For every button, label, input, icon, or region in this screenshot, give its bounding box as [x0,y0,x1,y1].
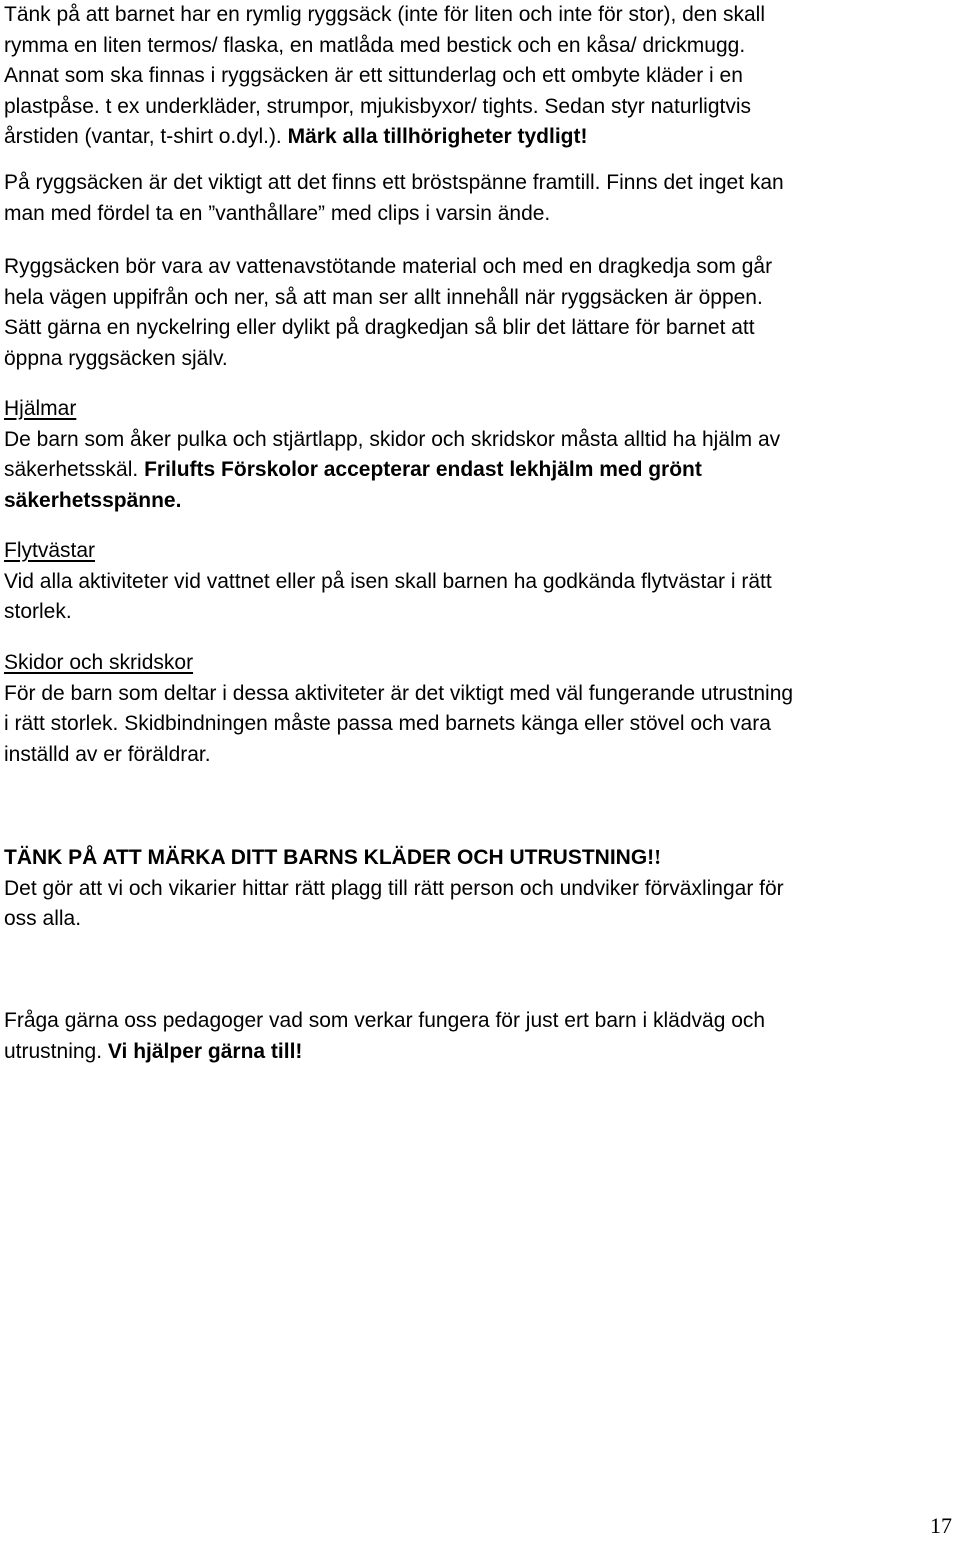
life-vests-section [4,536,956,628]
text-line: plastpåse. t ex underkläder, strumpor, mjukisbyxor/ tights. Sedan styr naturligtvis [4,94,752,118]
text-line [4,1037,956,1068]
text-line: Annat som ska finnas i ryggsäcken är ett sittunderlag och ett ombyte kläder i en [4,64,743,87]
text-line: På ryggsäcken är det viktigt att det finns ett bröstspänne framtill. Finns det inget kan [4,171,784,194]
text-line: Sätt gärna en nyckelring eller dylikt på dragkedjan så blir det lättare för barnet att [4,316,755,339]
text-line: Vid alla aktiviteter vid vattnet eller på isen skall barnen ha godkända flytvästar i rätt [4,569,772,593]
section-heading: Skidor och skridskor [4,651,194,674]
label-notice-section [4,842,956,935]
text-line: Tänk på att barnet har en rymlig ryggsäck (inte för liten och inte för stor), den skall [4,3,766,26]
helmets-section [4,394,956,516]
text-line: i rätt storlek. Skidbindningen måste passa med barnets känga eller stövel och vara [4,712,771,735]
text-line: hela vägen uppifrån och ner, så att man ser allt innehåll när ryggsäcken är öppen. [4,285,763,309]
text-segment: årstiden (vantar, t-shirt o.dyl.). [4,125,288,148]
intro-paragraph [4,0,956,153]
page-number: 17 [930,1513,952,1538]
text-segment: säkerhetsskäl. [4,458,145,481]
emphasis-text: Frilufts Förskolor accepterar endast lekhjälm med grönt [144,458,702,481]
text-line: Det gör att vi och vikarier hittar rätt plagg till rätt person och undviker förväxlingar för [4,876,784,900]
text-line: oss alla. [4,907,82,930]
text-line: För de barn som deltar i dessa aktiviteter är det viktigt med väl fungerande utrustning [4,681,794,705]
text-line: rymma en liten termos/ flaska, en matlåda med bestick och en kåsa/ drickmugg. [4,33,746,57]
text-line: inställd av er föräldrar. [4,742,211,766]
emphasis-text: säkerhetsspänne. [4,488,182,512]
text-line [4,122,956,153]
text-line: Fråga gärna oss pedagoger vad som verkar fungera för just ert barn i klädväg och [4,1009,766,1032]
skis-section [4,648,956,770]
section-heading: Flytvästar [4,539,96,562]
material-paragraph [4,252,956,374]
text-line: Ryggsäcken bör vara av vattenavstötande material och med en dragkedja som går [4,255,773,278]
text-segment: utrustning. [4,1039,108,1063]
emphasis-text: Vi hjälper gärna till! [107,1039,303,1063]
text-line: öppna ryggsäcken själv. [4,346,228,370]
closing-paragraph [4,1006,956,1067]
text-line: De barn som åker pulka och stjärtlapp, skidor och skridskor måsta alltid ha hjälm av [4,427,781,451]
notice-heading-text: TÄNK PÅ ATT MÄRKA DITT BARNS KLÄDER OCH UTRUSTNING! [4,846,655,869]
chest-strap-paragraph [4,168,956,229]
section-heading: Hjälmar [4,397,77,420]
notice-heading [4,842,956,874]
text-line: man med fördel ta en ”vanthållare” med clips i varsin ände. [4,201,551,225]
notice-heading-tail: ! [654,845,662,869]
text-line: storlek. [4,600,72,623]
text-line [4,455,956,486]
emphasis-text: Märk alla tillhörigheter tydligt! [287,125,588,148]
